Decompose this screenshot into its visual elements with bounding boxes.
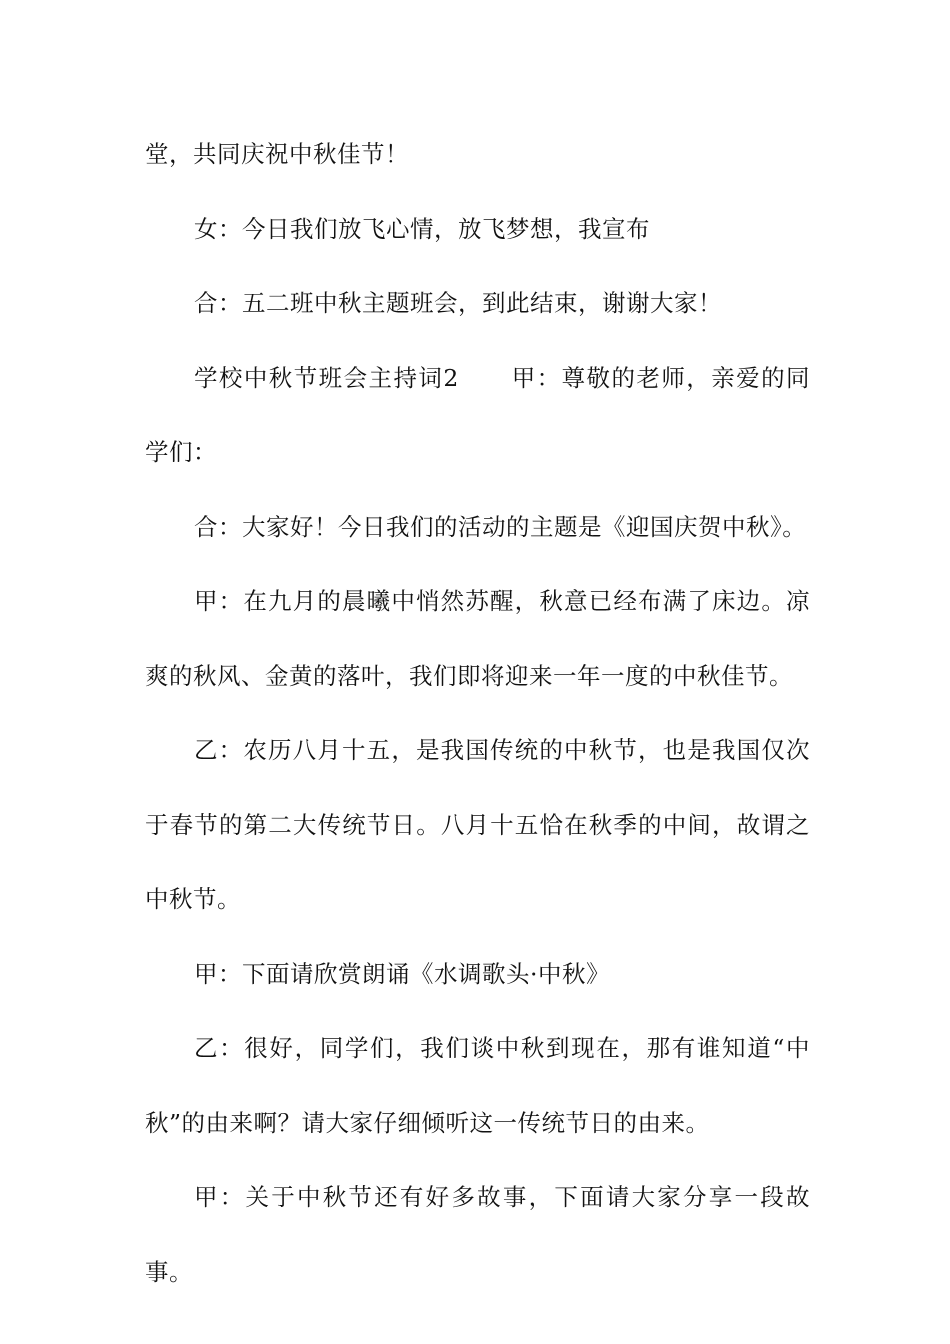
- paragraph-2: 女：今日我们放飞心情，放飞梦想，我宣布: [194, 214, 650, 243]
- paragraph-8: 甲：下面请欣赏朗诵《水调歌头·中秋》: [194, 959, 610, 988]
- paragraph-5: 合：大家好！今日我们的活动的主题是《迎国庆贺中秋》。: [194, 512, 807, 541]
- paragraph-4-text: 甲：尊敬的老师，亲爱的同学们：: [145, 363, 811, 466]
- document-body: [145, 117, 810, 1309]
- paragraph-7: 乙：农历八月十五，是我国传统的中秋节，也是我国仅次于春节的第二大传统节日。八月十五恰在秋季的中间，故谓之中秋节。: [145, 736, 810, 913]
- paragraph-6: 甲：在九月的晨曦中悄然苏醒，秋意已经布满了床边。凉爽的秋风、金黄的落叶，我们即将迎来一年一度的中秋佳节。: [145, 587, 810, 690]
- paragraph-1: 堂，共同庆祝中秋佳节！: [145, 140, 409, 168]
- paragraph-10: 甲：关于中秋节还有好多故事，下面请大家分享一段故事。: [145, 1183, 810, 1286]
- paragraph-4: [145, 341, 810, 490]
- paragraph-3: 合：五二班中秋主题班会，到此结束，谢谢大家！: [194, 289, 722, 317]
- paragraph-9: 乙：很好，同学们，我们谈中秋到现在，那有谁知道“中秋”的由来啊？请大家仔细倾听这一传统节日的由来。: [145, 1034, 810, 1137]
- section-title: 学校中秋节班会主持词2: [194, 363, 459, 392]
